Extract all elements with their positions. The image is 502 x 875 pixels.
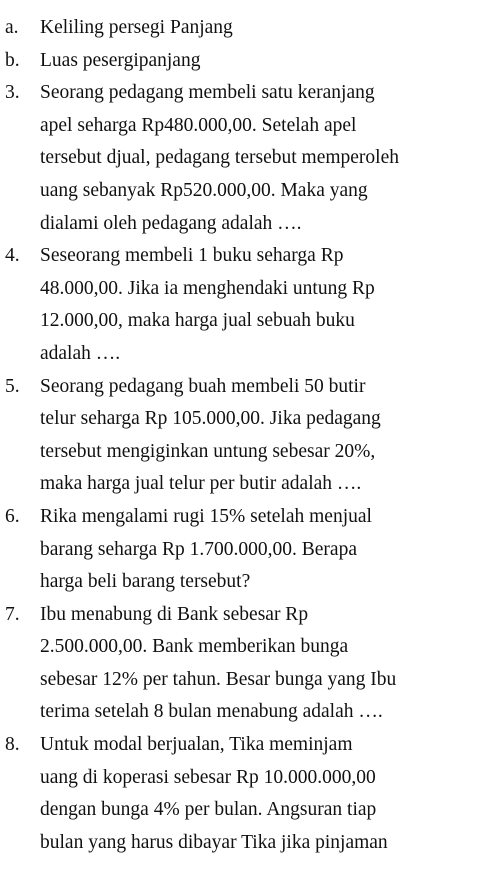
- document-page: [0, 12, 502, 859]
- list-item-b: [0, 45, 502, 78]
- question-text: [40, 77, 502, 240]
- question-text: [40, 501, 502, 599]
- text-line: Ibu menabung di Bank sebesar Rp: [40, 603, 309, 625]
- text-line: Luas pesergipanjang: [40, 49, 201, 71]
- text-line: 12.000,00, maka harga jual sebuah buku: [40, 310, 355, 332]
- text-line: uang di koperasi sebesar Rp 10.000.000,00: [40, 766, 376, 788]
- text-line: tersebut mengiginkan untung sebesar 20%,: [40, 440, 376, 462]
- text-line: tersebut djual, pedagang tersebut memperoleh: [40, 147, 399, 169]
- text-line: maka harga jual telur per butir adalah ….: [40, 473, 362, 495]
- list-marker: 6.: [5, 505, 20, 527]
- list-marker: 4.: [5, 245, 20, 267]
- question-6: [0, 501, 502, 599]
- text-line: Seseorang membeli 1 buku seharga Rp: [40, 245, 344, 267]
- question-5: [0, 371, 502, 501]
- list-marker: a.: [5, 17, 19, 38]
- text-line: Seorang pedagang membeli satu keranjang: [40, 82, 375, 104]
- text-line: dialami oleh pedagang adalah ….: [40, 212, 302, 234]
- list-marker: 3.: [5, 82, 20, 104]
- question-text: [40, 599, 502, 729]
- text-line: telur seharga Rp 105.000,00. Jika pedagang: [40, 408, 381, 430]
- text-line: 2.500.000,00. Bank memberikan bunga: [40, 636, 349, 658]
- list-item-text: [40, 12, 502, 45]
- list-marker: 5.: [5, 375, 20, 397]
- text-line: apel seharga Rp480.000,00. Setelah apel: [40, 114, 357, 136]
- text-line: uang sebanyak Rp520.000,00. Maka yang: [40, 179, 368, 201]
- question-7: [0, 599, 502, 729]
- text-line: adalah ….: [40, 342, 121, 364]
- list-marker: b.: [5, 49, 20, 71]
- text-line: sebesar 12% per tahun. Besar bunga yang Ibu: [40, 668, 397, 690]
- list-marker: 8.: [5, 734, 20, 756]
- text-line: harga beli barang tersebut?: [40, 571, 251, 593]
- text-line: barang seharga Rp 1.700.000,00. Berapa: [40, 538, 357, 560]
- text-line: dengan bunga 4% per bulan. Angsuran tiap: [40, 799, 377, 821]
- text-line: terima setelah 8 bulan menabung adalah ….: [40, 701, 383, 723]
- text-line: Keliling persegi Panjang: [40, 17, 233, 38]
- question-8: [0, 729, 502, 859]
- text-line: Seorang pedagang buah membeli 50 butir: [40, 375, 366, 397]
- list-item-text: [40, 45, 502, 78]
- text-line: 48.000,00. Jika ia menghendaki untung Rp: [40, 277, 375, 299]
- text-line: bulan yang harus dibayar Tika jika pinjaman: [40, 831, 388, 853]
- question-text: [40, 371, 502, 501]
- question-text: [40, 729, 502, 859]
- list-marker: 7.: [5, 603, 20, 625]
- list-item-a: [0, 12, 502, 45]
- text-line: Rika mengalami rugi 15% setelah menjual: [40, 505, 372, 527]
- question-4: [0, 240, 502, 370]
- question-text: [40, 240, 502, 370]
- text-line: Untuk modal berjualan, Tika meminjam: [40, 734, 353, 756]
- question-3: [0, 77, 502, 240]
